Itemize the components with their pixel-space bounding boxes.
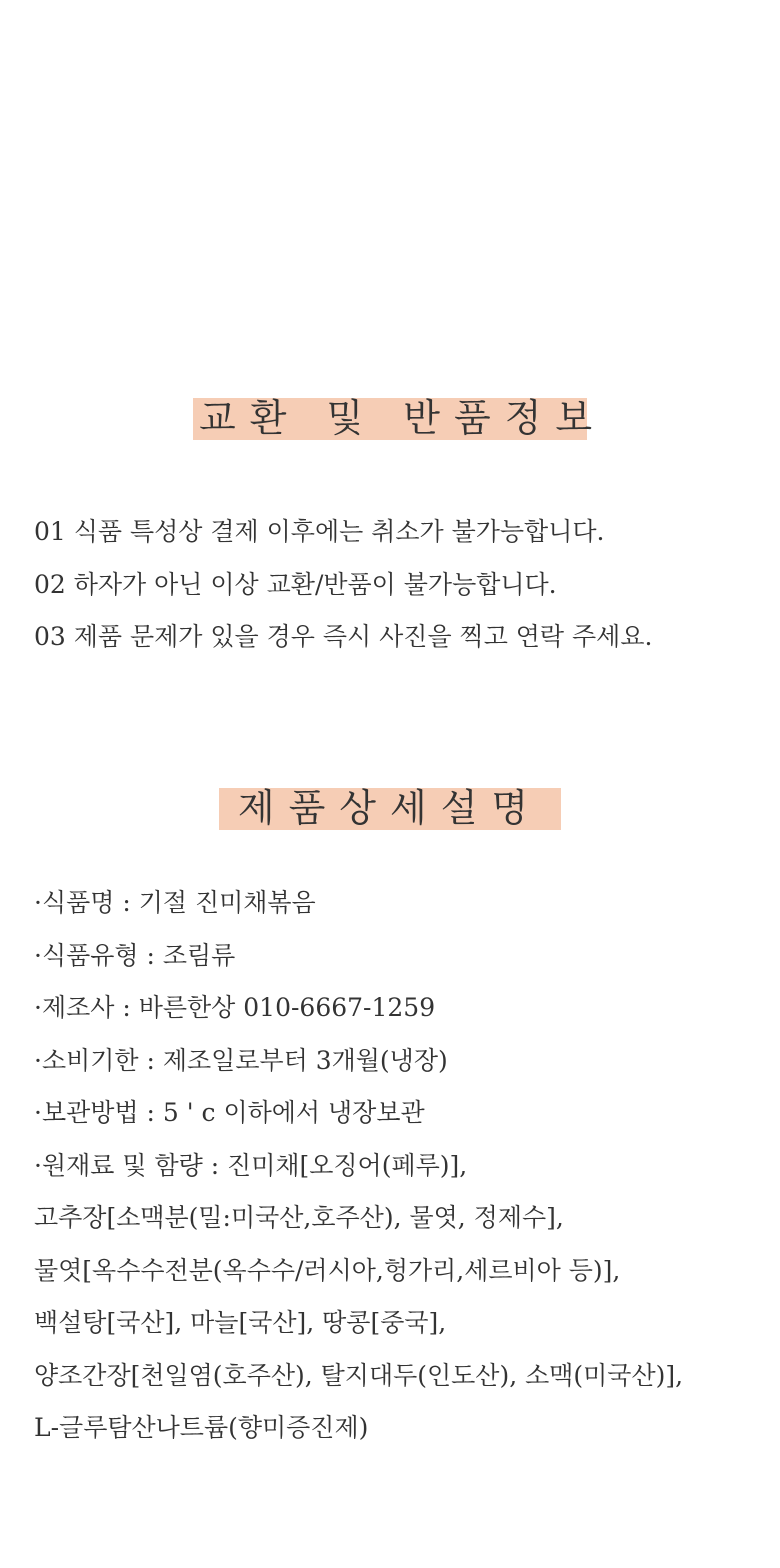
notice-item: 01 식품 특성상 결제 이후에는 취소가 불가능합니다. — [34, 517, 605, 546]
notice-item: 02 하자가 아닌 이상 교환/반품이 불가능합니다. — [34, 569, 557, 599]
ingredients-line: 물엿[옥수수전분(옥수수/러시아,헝가리,세르비아 등)], — [34, 1255, 621, 1285]
exchange-return-section-title — [0, 392, 780, 444]
storage-line: ·보관방법 : 5 ' c 이하에서 냉장보관 — [34, 1098, 425, 1127]
product-info-list — [34, 877, 764, 1455]
title-highlight-wrap — [219, 782, 561, 834]
expiration-line: ·소비기한 : 제조일로부터 3개월(냉장) — [34, 1045, 448, 1075]
ingredients-line: 고추장[소맥분(밀:미국산,호주산), 물엿, 정제수], — [34, 1203, 564, 1232]
ingredients-line: 백설탕[국산], 마늘[국산], 땅콩[중국], — [34, 1308, 447, 1337]
ingredients-line: L-글루탐산나트륨(향미증진제) — [34, 1413, 369, 1442]
title-highlight-wrap — [193, 392, 607, 444]
food-type-line: ·식품유형 : 조림류 — [34, 940, 236, 970]
manufacturer-line: ·제조사 : 바른한상 010-6667-1259 — [34, 993, 436, 1022]
notice-item: 03 제품 문제가 있을 경우 즉시 사진을 찍고 연락 주세요. — [34, 622, 653, 651]
product-detail-title-text: 제품상세설명 — [237, 786, 543, 830]
ingredients-line: 양조간장[천일염(호주산), 탈지대두(인도산), 소맥(미국산)], — [34, 1360, 684, 1390]
ingredients-line: ·원재료 및 함량 : 진미채[오징어(페루)], — [34, 1150, 468, 1180]
product-detail-section-title — [0, 782, 780, 834]
product-name-line: ·식품명 : 기절 진미채볶음 — [34, 888, 316, 917]
exchange-return-title-text: 교환 및 반품정보 — [199, 396, 607, 440]
exchange-notice-list — [34, 506, 764, 664]
